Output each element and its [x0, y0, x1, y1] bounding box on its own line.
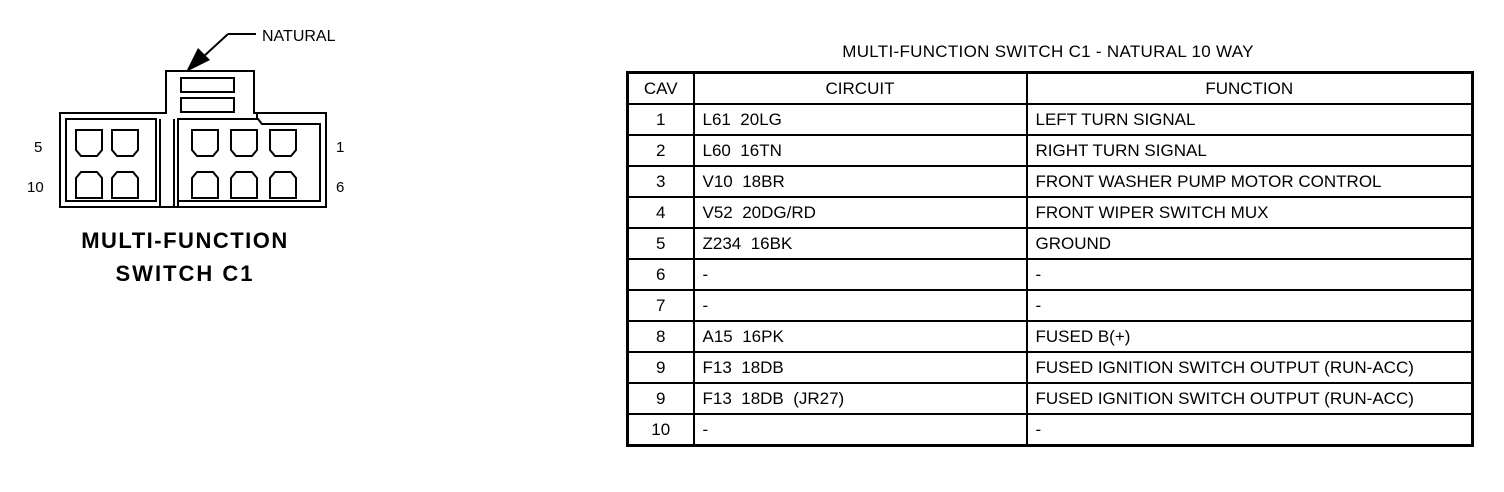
cell-function: FUSED B(+): [1027, 321, 1473, 352]
table-row: [628, 135, 1473, 166]
cell-circuit: -: [694, 414, 1027, 446]
connector-name-line2: SWITCH C1: [115, 261, 255, 286]
connector-diagram: [0, 0, 600, 300]
cell-circuit: F13 18DB (JR27): [694, 383, 1027, 414]
cell-circuit: V10 18BR: [694, 166, 1027, 197]
table-row: [628, 321, 1473, 352]
table-row: [628, 290, 1473, 321]
pin-label-1: 1: [336, 139, 345, 156]
cell-function: FRONT WIPER SWITCH MUX: [1027, 197, 1473, 228]
table-row: [628, 166, 1473, 197]
cell-cav: 9: [628, 383, 694, 414]
table-header-row: [628, 73, 1473, 105]
pin-label-6: 6: [336, 179, 345, 196]
cell-function: RIGHT TURN SIGNAL: [1027, 135, 1473, 166]
cell-circuit: L61 20LG: [694, 104, 1027, 135]
table-row: [628, 104, 1473, 135]
cell-cav: 3: [628, 166, 694, 197]
connector-name-line1: MULTI-FUNCTION: [81, 228, 289, 253]
table-row: [628, 414, 1473, 446]
cell-cav: 6: [628, 259, 694, 290]
cell-cav: 8: [628, 321, 694, 352]
header-circuit: CIRCUIT: [694, 73, 1027, 105]
table-row: [628, 197, 1473, 228]
cell-cav: 10: [628, 414, 694, 446]
cell-circuit: V52 20DG/RD: [694, 197, 1027, 228]
cell-cav: 9: [628, 352, 694, 383]
cell-function: LEFT TURN SIGNAL: [1027, 104, 1473, 135]
pin-label-10: 10: [27, 179, 44, 196]
cell-circuit: -: [694, 259, 1027, 290]
cell-function: -: [1027, 259, 1473, 290]
cell-function: -: [1027, 414, 1473, 446]
cell-cav: 1: [628, 104, 694, 135]
natural-pointer: [186, 34, 256, 72]
cell-circuit: Z234 16BK: [694, 228, 1027, 259]
cell-function: GROUND: [1027, 228, 1473, 259]
pinout-table: [626, 71, 1474, 447]
cell-circuit: L60 16TN: [694, 135, 1027, 166]
table-row: [628, 383, 1473, 414]
cell-cav: 4: [628, 197, 694, 228]
cell-cav: 2: [628, 135, 694, 166]
table-title: MULTI-FUNCTION SWITCH C1 - NATURAL 10 WAY: [842, 42, 1254, 61]
cell-function: FUSED IGNITION SWITCH OUTPUT (RUN-ACC): [1027, 383, 1473, 414]
cell-function: -: [1027, 290, 1473, 321]
cell-function: FRONT WASHER PUMP MOTOR CONTROL: [1027, 166, 1473, 197]
table-row: [628, 259, 1473, 290]
cell-circuit: A15 16PK: [694, 321, 1027, 352]
connector-cavities: [76, 130, 296, 198]
cell-circuit: F13 18DB: [694, 352, 1027, 383]
cell-cav: 5: [628, 228, 694, 259]
table-row: [628, 352, 1473, 383]
header-cav: CAV: [628, 73, 694, 105]
table-row: [628, 228, 1473, 259]
pin-label-5: 5: [34, 139, 43, 156]
cell-function: FUSED IGNITION SWITCH OUTPUT (RUN-ACC): [1027, 352, 1473, 383]
cell-circuit: -: [694, 290, 1027, 321]
header-function: FUNCTION: [1027, 73, 1473, 105]
cell-cav: 7: [628, 290, 694, 321]
natural-label: NATURAL: [262, 28, 336, 45]
